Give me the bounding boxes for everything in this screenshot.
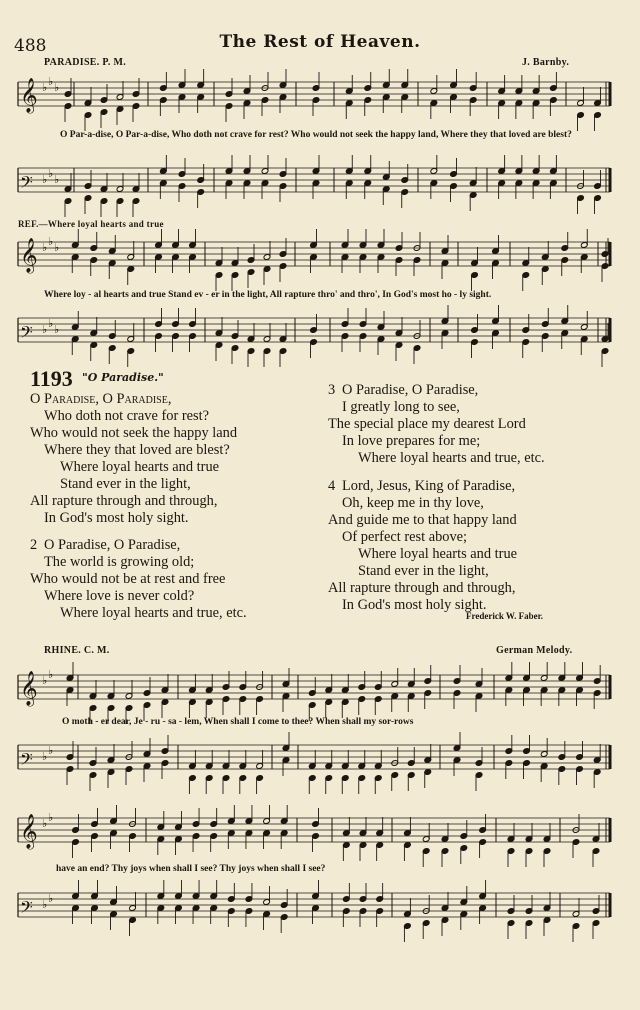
flat-icon: ♭ bbox=[54, 173, 60, 186]
verse-line: Stand ever in the light, bbox=[358, 563, 489, 579]
verse-line: Where loyal hearts and true bbox=[60, 459, 220, 475]
treble-clef-icon: 𝄞 bbox=[20, 814, 38, 849]
page-number: 488 bbox=[14, 36, 47, 56]
composer: German Melody. bbox=[496, 645, 573, 656]
bass-clef-icon: 𝄢 bbox=[20, 322, 33, 346]
verse-line: In God's most holy sight. bbox=[44, 510, 189, 526]
flat-icon: ♭ bbox=[42, 898, 48, 911]
flat-icon: ♭ bbox=[42, 173, 48, 186]
flat-icon: ♭ bbox=[48, 167, 54, 180]
treble-clef-icon: 𝄞 bbox=[20, 238, 38, 273]
flat-icon: ♭ bbox=[54, 81, 60, 94]
flat-icon: ♭ bbox=[42, 817, 48, 830]
verse-line: In God's most holy sight. bbox=[342, 597, 487, 613]
verse-3 bbox=[328, 382, 545, 467]
hymn-number: 1193 bbox=[30, 366, 73, 391]
flat-icon: ♭ bbox=[48, 235, 54, 248]
flat-icon: ♭ bbox=[42, 750, 48, 763]
flat-icon: ♭ bbox=[48, 744, 54, 757]
flat-icon: ♭ bbox=[42, 241, 48, 254]
flat-icon: ♭ bbox=[48, 317, 54, 330]
verse-line: Stand ever in the light, bbox=[60, 476, 191, 492]
verse-line: And guide me to that happy land bbox=[328, 512, 517, 528]
lyric-line: O moth - er dear, Je - ru - sa - lem, When shall I come to thee? When shall my sor-rows bbox=[62, 717, 414, 727]
verse-line: I greatly long to see, bbox=[342, 399, 460, 415]
flat-icon: ♭ bbox=[54, 241, 60, 254]
verse-line: Where loyal hearts and true, etc. bbox=[358, 450, 545, 466]
flat-icon: ♭ bbox=[42, 81, 48, 94]
treble-clef-icon: 𝄞 bbox=[20, 78, 38, 113]
verse-line: 3 O Paradise, O Paradise, bbox=[328, 382, 479, 398]
verse-line: Who would not be at rest and free bbox=[30, 571, 226, 587]
verse-line: Who would not seek the happy land bbox=[30, 425, 238, 441]
lyric-line: Where loy - al hearts and true Stand ev - er in the light, All rapture thro' and thro', In God's most ho - ly sight. bbox=[44, 290, 492, 300]
tune-name: PARADISE. P. M. bbox=[44, 57, 127, 68]
bass-clef-icon: 𝄢 bbox=[20, 897, 33, 921]
page-header-title: The Rest of Heaven. bbox=[219, 32, 421, 52]
flat-icon: ♭ bbox=[48, 668, 54, 681]
verse-4 bbox=[328, 478, 518, 614]
verse-line: Where love is never cold? bbox=[44, 588, 195, 604]
flat-icon: ♭ bbox=[42, 323, 48, 336]
treble-clef-icon: 𝄞 bbox=[20, 671, 38, 706]
verse-line: All rapture through and through, bbox=[328, 580, 516, 596]
verse-line: 2 O Paradise, O Paradise, bbox=[30, 537, 181, 553]
refrain-label: REF.—Where loyal hearts and true bbox=[18, 219, 164, 229]
hymn-author: Frederick W. Faber. bbox=[466, 611, 543, 621]
verse-line: The special place my dearest Lord bbox=[328, 416, 526, 432]
verse-line: The world is growing old; bbox=[44, 554, 195, 570]
verse-line: All rapture through and through, bbox=[30, 493, 218, 509]
verse-2 bbox=[30, 537, 247, 622]
verse-line: Where loyal hearts and true bbox=[358, 546, 518, 562]
tune-name: RHINE. C. M. bbox=[44, 645, 110, 656]
flat-icon: ♭ bbox=[42, 674, 48, 687]
verse-line: Where loyal hearts and true, etc. bbox=[60, 605, 247, 621]
verse-line: O Paradise, O Paradise, bbox=[30, 391, 172, 407]
verse-1 bbox=[30, 391, 237, 527]
verse-line: Of perfect rest above; bbox=[342, 529, 468, 545]
verse-line: Oh, keep me in thy love, bbox=[342, 495, 484, 511]
flat-icon: ♭ bbox=[48, 811, 54, 824]
composer: J. Barnby. bbox=[522, 57, 570, 68]
verse-line: 4 Lord, Jesus, King of Paradise, bbox=[328, 478, 516, 494]
bass-clef-icon: 𝄢 bbox=[20, 172, 33, 196]
verse-line: Where they that loved are blest? bbox=[44, 442, 230, 458]
flat-icon: ♭ bbox=[54, 323, 60, 336]
bass-clef-icon: 𝄢 bbox=[20, 749, 33, 773]
flat-icon: ♭ bbox=[48, 75, 54, 88]
lyric-line: O Par-a-dise, O Par-a-dise, Who doth not crave for rest? Who would not seek the happy land, Where they that loved are blest? bbox=[60, 130, 572, 140]
hymn-subtitle: "O Paradise." bbox=[82, 371, 164, 384]
lyric-line: have an end? Thy joys when shall I see? Thy joys when shall I see? bbox=[56, 864, 326, 874]
verse-line: In love prepares for me; bbox=[342, 433, 481, 449]
flat-icon: ♭ bbox=[48, 892, 54, 905]
verse-line: Who doth not crave for rest? bbox=[44, 408, 210, 424]
